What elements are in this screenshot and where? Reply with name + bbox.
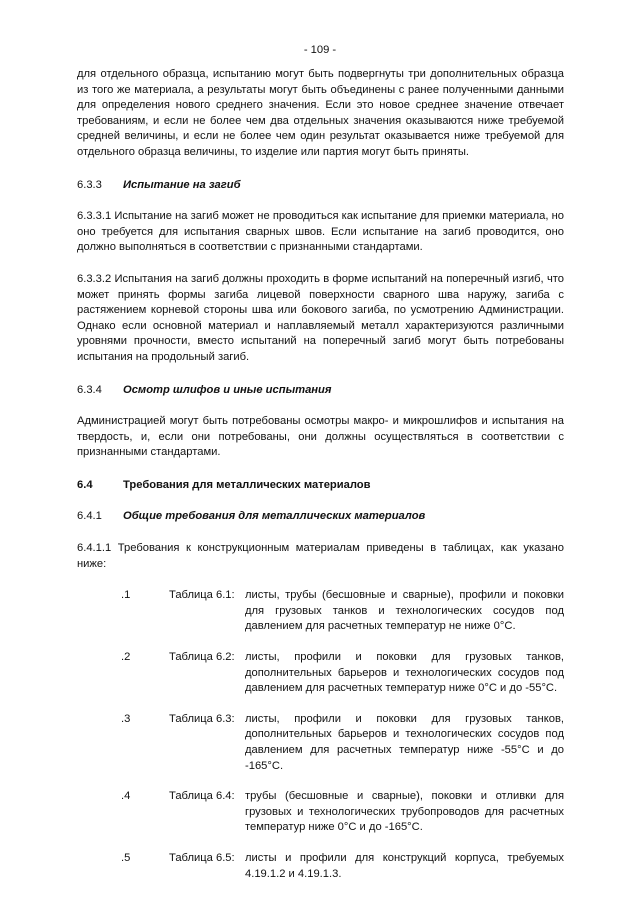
paragraph-6-4-1-1: 6.4.1.1 Требования к конструкционным материалам приведены в таблицах, как указано ниже: (77, 542, 564, 570)
page-content (77, 67, 564, 897)
table-reference: Таблица 6.1: (169, 589, 235, 602)
list-marker: .3 (121, 712, 131, 725)
table-reference: Таблица 6.4: (169, 790, 235, 803)
heading-number: 6.4.1 (77, 510, 102, 523)
list-marker: .1 (121, 589, 131, 602)
heading-title: Испытание на загиб (123, 178, 241, 191)
list-marker: .2 (121, 651, 131, 664)
list-item (121, 851, 564, 882)
heading-number: 6.3.4 (77, 383, 102, 396)
list-item-text: листы и профили для конструкций корпуса, требуемых 4.19.1.2 и 4.19.1.3. (245, 851, 564, 880)
list-item (121, 712, 564, 774)
heading-6-4 (77, 478, 564, 494)
heading-number: 6.3.3 (77, 178, 102, 191)
table-reference-list (121, 588, 564, 882)
list-item-text: листы, профили и поковки для грузовых танков, дополнительных барьеров и технологических сосудов под давлением для расчетных температур ниже -55°C и до -165°C. (245, 712, 564, 772)
paragraph-6-3-4: Администрацией могут быть потребованы осмотры макро- и микрошлифов и испытания на твердость, и, если они потребованы, они должны осуществляться в соответствии с признанными стандартами. (77, 415, 564, 459)
paragraph-6-3-3-2: 6.3.3.2 Испытания на загиб должны проходить в форме испытаний на поперечный изгиб, что может принять формы загиба лицевой поверхности сварного шва наружу, загиба с растяжением корневой стороны шва или бокового загиба, по усмотрению Администрации. Однако если основной материал и наплавляемый металл характеризуются различными уровнями прочности, вместо испытаний на поперечный загиб могут быть потребованы испытания на продольный загиб. (77, 272, 564, 363)
paragraph-intro: для отдельного образца, испытанию могут быть подвергнуты три дополнительных образца из того же материала, а результаты могут быть объединены с ранее полученными данными для определения нового среднего значения. Если это новое среднее значение отвечает требованиям, и если не более чем два отдельных значения оказываются ниже требуемой средней величины, и если не более чем один результат оказывается ниже требуемой для отдельного образца величины, то изделие или партия могут быть приняты. (77, 68, 564, 158)
paragraph-6-3-3-1: 6.3.3.1 Испытание на загиб может не проводиться как испытание для приемки материала, но оно требуется для испытания сварных швов. Если испытание на загиб проводится, оно должно выполняться в соответствии с признанными стандартами. (77, 210, 564, 254)
list-marker: .4 (121, 790, 131, 803)
heading-title: Общие требования для металлических материалов (123, 510, 426, 523)
heading-title: Осмотр шлифов и иные испытания (123, 383, 332, 396)
heading-6-3-3 (77, 178, 564, 194)
page-number: - 109 - (303, 44, 337, 56)
list-item-text: листы, профили и поковки для грузовых танков, дополнительных барьеров и технологических сосудов под давлением для расчетных температур ниже 0°C и до -55°C. (245, 651, 564, 695)
list-item (121, 789, 564, 836)
table-reference: Таблица 6.2: (169, 651, 235, 664)
table-reference: Таблица 6.3: (169, 712, 235, 725)
heading-6-4-1 (77, 509, 564, 525)
list-item (121, 650, 564, 697)
list-marker: .5 (121, 851, 131, 864)
heading-number: 6.4 (77, 478, 93, 491)
list-item-text: листы, трубы (бесшовные и сварные), профили и поковки для грузовых танков и технологических сосудов под давлением для расчетных температур не ниже 0°C. (245, 589, 564, 633)
heading-6-3-4 (77, 383, 564, 399)
list-item (121, 588, 564, 635)
table-reference: Таблица 6.5: (169, 851, 235, 864)
heading-title: Требования для металлических материалов (123, 478, 371, 491)
list-item-text: трубы (бесшовные и сварные), поковки и отливки для грузовых и технологических трубопроводов для расчетных температур ниже 0°C и до -165°C. (245, 790, 564, 834)
